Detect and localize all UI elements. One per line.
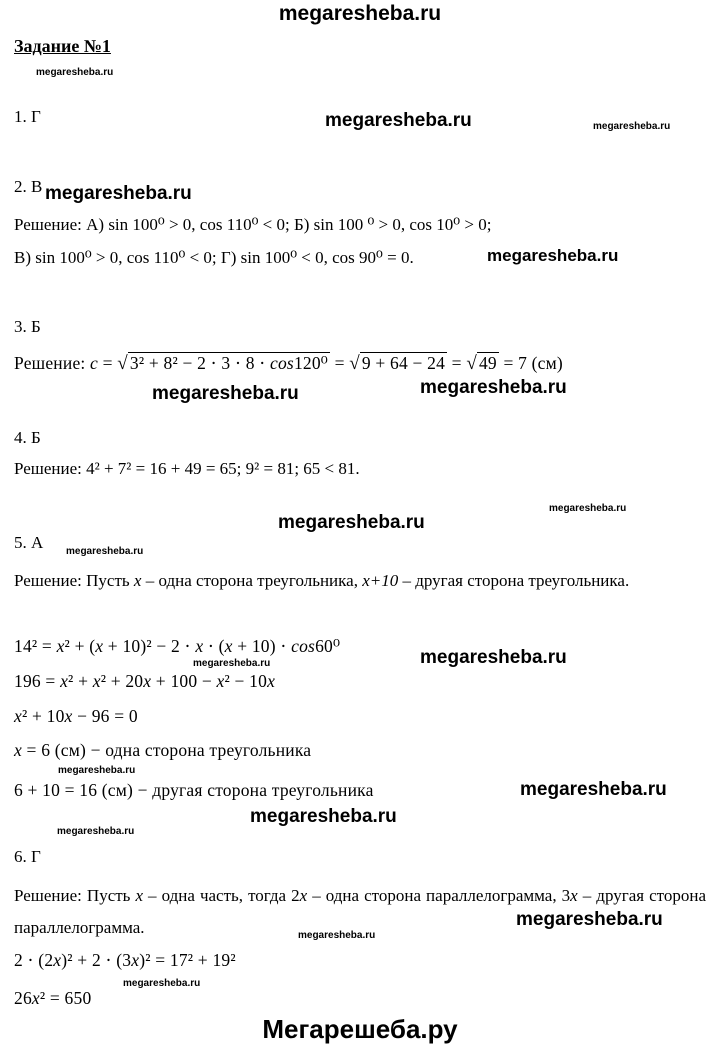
sqrt-expression xyxy=(466,353,499,373)
solution-6-formula1: 2 ⋅ (2x)² + 2 ⋅ (3x)² = 17² + 19² xyxy=(14,950,236,970)
task-title: Задание №1 xyxy=(14,36,111,56)
solution-3-formula xyxy=(14,352,563,375)
sqrt-expression xyxy=(349,353,447,373)
solution-6-formula2: 26x² = 650 xyxy=(14,988,92,1008)
watermark: megaresheba.ru xyxy=(593,121,671,132)
solution-2-line2: В) sin 100⁰ > 0, cos 110⁰ < 0; Г) sin 100⁰ < 0, cos 90⁰ = 0. xyxy=(14,248,414,267)
watermark: megaresheba.ru xyxy=(520,779,667,800)
sqrt-icon: √ xyxy=(117,353,128,374)
radicand: 49 xyxy=(478,353,497,373)
site-footer-logo: Мегарешеба.ру xyxy=(262,1014,458,1044)
sqrt-icon: √ xyxy=(466,353,477,374)
equals: = xyxy=(330,353,350,373)
watermark: megaresheba.ru xyxy=(278,2,442,25)
watermark: megaresheba.ru xyxy=(420,377,567,398)
solution-5-result1: x = 6 (см) − одна сторона треугольника xyxy=(14,740,312,760)
solution-5-formula2: 196 = x² + x² + 20x + 100 − x² − 10x xyxy=(14,671,276,691)
answer-4: 4. Б xyxy=(14,428,41,447)
solution-6-text: Решение: Пусть x – одна часть, тогда 2x – одна сторона параллелограмма, 3x – другая сторона параллелограмма. xyxy=(14,886,706,937)
solution-2-line1: Решение: А) sin 100⁰ > 0, cos 110⁰ < 0; Б) sin 100 ⁰ > 0, cos 10⁰ > 0; xyxy=(14,215,492,234)
radicand: 3² + 8² − 2 ⋅ 3 ⋅ 8 ⋅ cos120⁰ xyxy=(129,353,329,373)
answer-6: 6. Г xyxy=(14,847,41,866)
sqrt-icon: √ xyxy=(349,353,360,374)
watermark: megaresheba.ru xyxy=(487,246,619,265)
solution-4-line1: Решение: 4² + 7² = 16 + 49 = 65; 9² = 81; 65 < 81. xyxy=(14,459,360,478)
answer-2: 2. В xyxy=(14,177,43,196)
watermark: megaresheba.ru xyxy=(58,765,136,776)
radicand: 9 + 64 − 24 xyxy=(361,353,446,373)
watermark: megaresheba.ru xyxy=(45,183,192,204)
watermark: megaresheba.ru xyxy=(278,512,425,533)
watermark: megaresheba.ru xyxy=(250,806,397,827)
formula-suffix: = 7 (см) xyxy=(498,353,563,373)
answer-1: 1. Г xyxy=(14,107,41,126)
solution-5-formula1: 14² = x² + (x + 10)² − 2 ⋅ x ⋅ (x + 10) ⋅ cos60⁰ xyxy=(14,636,341,656)
solution-5-result2: 6 + 10 = 16 (см) − другая сторона треугольника xyxy=(14,780,374,800)
watermark: megaresheba.ru xyxy=(36,67,114,78)
solution-5-text: Решение: Пусть x – одна сторона треугольника, x+10 – другая сторона треугольника. xyxy=(14,571,630,590)
watermark: megaresheba.ru xyxy=(298,930,376,941)
solution-5-formula3: x² + 10x − 96 = 0 xyxy=(14,706,138,726)
formula-prefix: Решение: c = xyxy=(14,353,118,373)
answer-3: 3. Б xyxy=(14,317,41,336)
watermark: megaresheba.ru xyxy=(420,647,567,668)
watermark: megaresheba.ru xyxy=(66,546,144,557)
sqrt-expression xyxy=(117,353,330,373)
watermark: megaresheba.ru xyxy=(123,978,201,989)
watermark: megaresheba.ru xyxy=(193,658,271,669)
equals: = xyxy=(447,353,467,373)
watermark: megaresheba.ru xyxy=(152,383,299,404)
watermark: megaresheba.ru xyxy=(325,110,472,131)
watermark: megaresheba.ru xyxy=(57,826,135,837)
watermark: megaresheba.ru xyxy=(516,909,663,930)
answer-5: 5. А xyxy=(14,533,44,552)
watermark: megaresheba.ru xyxy=(549,503,627,514)
